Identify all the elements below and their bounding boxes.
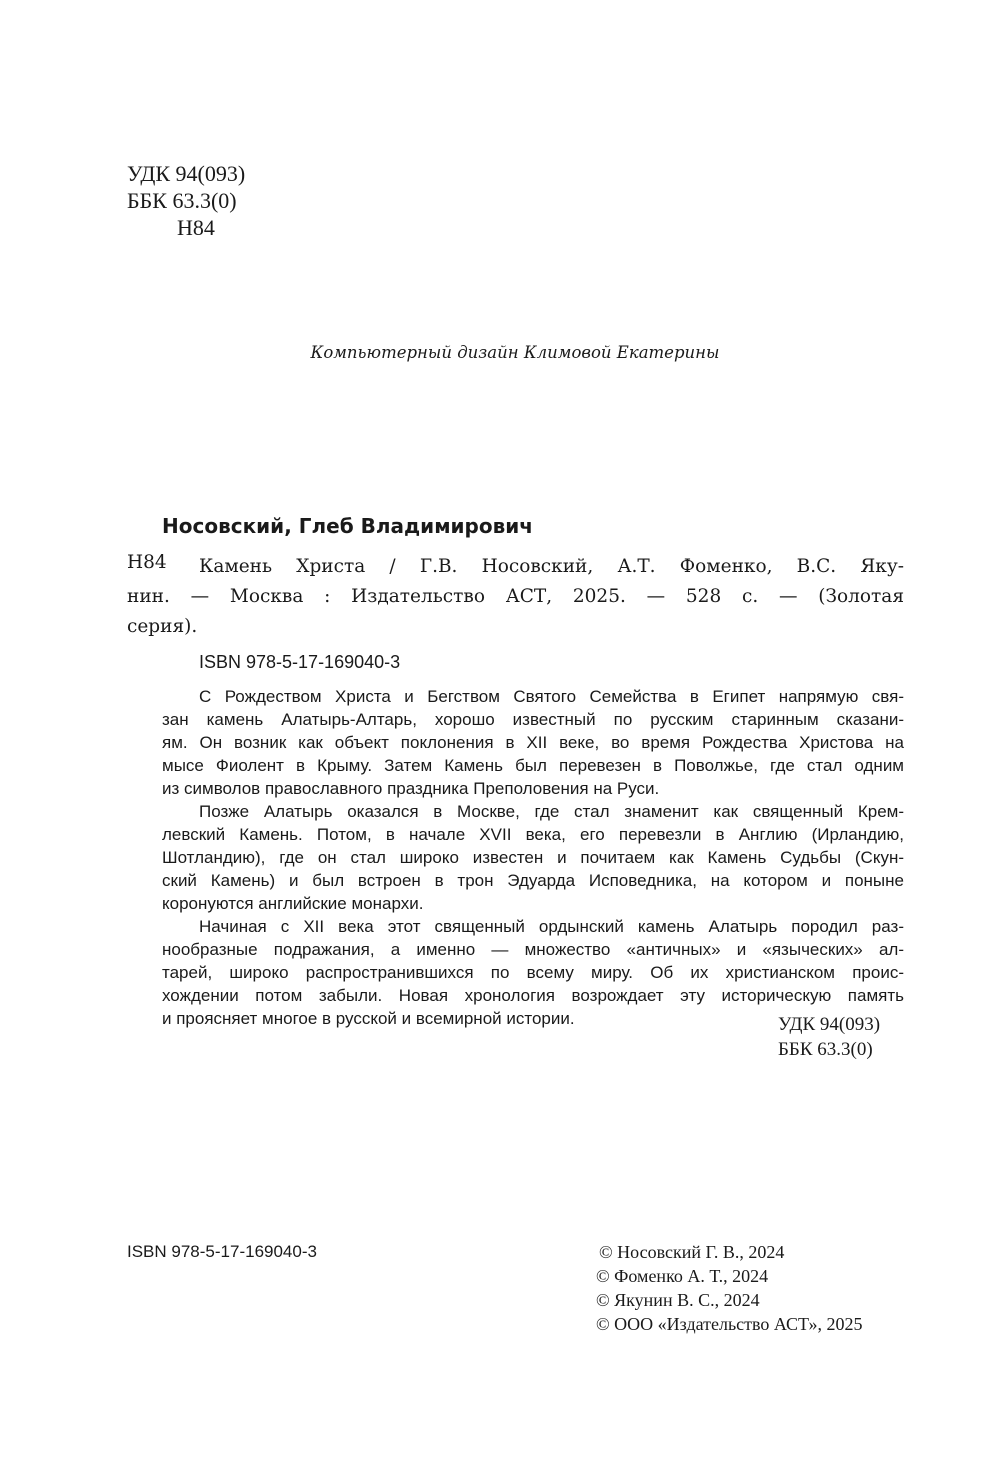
abstract-line: хождении потом забыли. Новая хронология возрождает эту историческую память — [162, 986, 904, 1005]
copyright-line: © ООО «Издательство АСТ», 2025 — [596, 1314, 863, 1334]
record-author-sign: Н84 — [127, 552, 167, 573]
record-description-line: серия). — [127, 616, 198, 637]
abstract-line: Позже Алатырь оказался в Москве, где стал знаменит как священный Крем- — [199, 802, 904, 821]
abstract-line: из символов православного праздника Преполовения на Руси. — [162, 779, 660, 798]
record-description-line: нин. — Москва : Издательство АСТ, 2025. — 528 с. — (Золотая — [127, 586, 904, 607]
author-heading: Носовский, Глеб Владимирович — [162, 514, 534, 538]
copyright-block — [596, 1240, 863, 1336]
udk-code: УДК 94(093) — [778, 1014, 881, 1035]
abstract — [162, 685, 904, 1030]
abstract-line: С Рождеством Христа и Бегством Святого Семейства в Египет напрямую свя- — [199, 687, 904, 706]
abstract-line: Начиная с XII века этот священный ордынский камень Алатырь породил раз- — [199, 917, 904, 936]
bbk-code: ББК 63.3(0) — [127, 188, 237, 213]
abstract-line: коронуются английские монархи. — [162, 894, 424, 913]
abstract-line: зан камень Алатырь-Алтарь, хорошо известный по русским старинным сказани- — [162, 710, 904, 729]
record-isbn: ISBN 978-5-17-169040-3 — [199, 652, 401, 672]
copyright-line: © Фоменко А. Т., 2024 — [596, 1266, 769, 1286]
udk-code: УДК 94(093) — [127, 161, 246, 186]
abstract-line: тарей, широко распространившихся по всему миру. Об их христианском проис- — [162, 963, 904, 982]
isbn-bottom: ISBN 978-5-17-169040-3 — [127, 1242, 317, 1261]
record-description-line: Камень Христа / Г.В. Носовский, А.Т. Фоменко, В.С. Яку- — [199, 556, 904, 577]
abstract-line: и проясняет многое в русской и всемирной истории. — [162, 1009, 575, 1028]
copyright-line: © Якунин В. С., 2024 — [596, 1290, 760, 1310]
abstract-line: ям. Он возник как объект поклонения в XII веке, во время Рождества Христова на — [162, 733, 904, 752]
abstract-line: Шотландию), где он стал широко известен и почитаем как Камень Судьбы (Скун- — [162, 848, 904, 867]
abstract-line: левский Камень. Потом, в начале XVII века, его перевезли в Англию (Ирландию, — [162, 825, 904, 844]
design-credit: Компьютерный дизайн Климовой Екатерины — [310, 343, 720, 362]
abstract-line: мысе Фиолент в Крыму. Затем Камень был перевезен в Поволжье, где стал одним — [162, 756, 904, 775]
author-sign: Н84 — [177, 215, 215, 240]
classification-block — [127, 160, 245, 241]
abstract-paragraph — [162, 800, 904, 915]
abstract-paragraph — [162, 685, 904, 800]
abstract-line: ский Камень) и был встроен в трон Эдуарда Исповедника, на котором и поныне — [162, 871, 904, 890]
classification-repeat — [778, 1012, 880, 1062]
copyright-line: © Носовский Г. В., 2024 — [599, 1242, 785, 1262]
bbk-code: ББК 63.3(0) — [778, 1039, 873, 1060]
abstract-line: нообразные подражания, а именно — множество «античных» и «языческих» ал- — [162, 940, 904, 959]
